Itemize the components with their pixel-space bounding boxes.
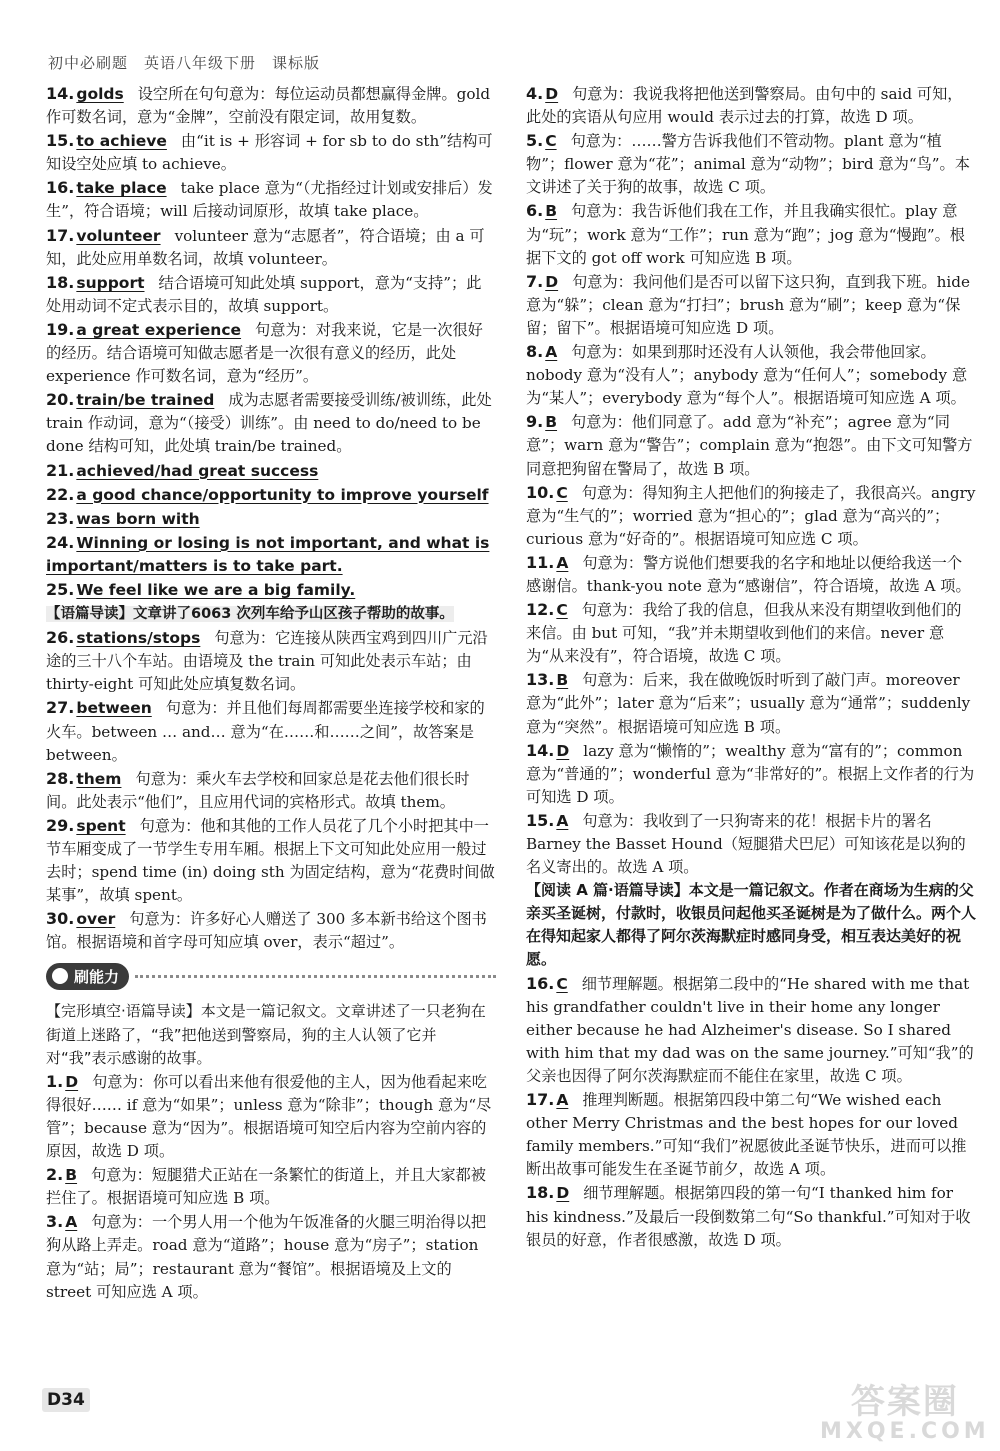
answer-entry <box>46 388 496 458</box>
item-number: 25. <box>46 579 75 599</box>
item-number: 2. <box>46 1165 64 1185</box>
item-number: 18. <box>46 272 75 292</box>
answer-entry <box>526 481 976 551</box>
item-number: 13. <box>526 670 555 690</box>
explanation-text: 句意为：得知狗主人把他们的狗接走了，我很高兴。angry 意为“生气的”；worried 意为“担心的”；glad 意为“高兴的”；curious 意为“好奇的”。根据语境可知应选 C 项。 <box>526 483 976 548</box>
explanation-text: 句意为：后来，我在做晚饭时听到了敲门声。moreover 意为“此外”；later 意为“后来”；usually 意为“通常”；suddenly 意为“突然”。根据语境可知应选 B 项。 <box>526 671 971 736</box>
explanation-text: 句意为：他们同意了。add 意为“补充”；agree 意为“同意”；warn 意为“警告”；complain 意为“抱怨”。由下文可知警方同意把狗留在警局了，故选 B 项。 <box>526 413 973 478</box>
answer-entry <box>526 270 976 340</box>
item-number: 5. <box>526 131 544 151</box>
answer-entry <box>46 696 496 766</box>
answer-list <box>526 82 976 879</box>
answer-key: A <box>65 1213 78 1232</box>
item-number: 12. <box>526 600 555 620</box>
answer-entry <box>46 507 496 531</box>
page-number: D34 <box>42 1388 90 1412</box>
answer-key: D <box>545 85 559 103</box>
watermark-text: 答案圈 <box>850 1382 959 1422</box>
explanation-text: 句意为：警方说他们想要我的名字和地址以便给我送一个感谢信。thank-you note 意为“感谢信”，符合语境，故选 A 项。 <box>526 553 971 595</box>
explanation-text: 句意为：我问他们是否可以留下这只狗，直到我下班。hide 意为“躲”；clean 意为“打扫”；brush 意为“刷”；keep 意为“保留；留下”。根据语境可知应选 D 项。 <box>526 272 970 337</box>
answer-entry <box>526 82 976 129</box>
answer-key: A <box>556 811 569 830</box>
answer-key: stations/stops <box>76 629 201 648</box>
answer-entry <box>46 483 496 507</box>
answer-entry <box>46 224 496 271</box>
answer-entry <box>46 271 496 318</box>
answer-entry <box>46 318 496 388</box>
answer-key: C <box>556 974 568 993</box>
answer-list <box>46 626 496 954</box>
answer-key: was born with <box>76 509 200 528</box>
item-number: 11. <box>526 552 555 572</box>
item-number: 6. <box>526 201 544 221</box>
answer-entry <box>46 578 496 602</box>
explanation-text: 句意为：你可以看出来他有很爱他的主人，因为他看起来吃得很好…… if 意为“如果”；unless 意为“除非”；though 意为“尽管”；because 意为“因为”。根据语境可知空后内容为空前内容的原因，故选 D 项。 <box>46 1072 492 1161</box>
answer-key: golds <box>76 85 124 103</box>
item-number: 8. <box>526 342 544 362</box>
item-number: 17. <box>46 225 75 245</box>
answer-key: D <box>545 272 559 291</box>
answer-entry <box>526 199 976 269</box>
answer-key: take place <box>76 179 167 198</box>
answer-entry <box>46 1163 496 1210</box>
answer-key: B <box>556 671 569 690</box>
pen-icon <box>52 968 68 984</box>
explanation-text: 句意为：我说我将把他送到警察局。由句中的 said 可知，此处的宾语从句应用 would 表示过去的打算，故选 D 项。 <box>526 85 963 127</box>
answer-key: between <box>76 699 152 718</box>
ability-banner <box>46 956 496 996</box>
answer-key: support <box>76 273 145 292</box>
reading-guide: 【阅读 A 篇·语篇导读】本文是一篇记叙文。作者在商场为生病的父亲买圣诞树，付款时，收银员问起他买圣诞树是为了做什么。两个人在得知起家人都得了阿尔茨海默症时感同身受，相互表达美好的祝愿。 <box>526 881 977 969</box>
answer-entry <box>46 907 496 954</box>
item-number: 19. <box>46 319 75 339</box>
watermark-url: MXQE.COM <box>820 1419 990 1444</box>
answer-key: a good chance/opportunity to improve yourself <box>76 485 489 504</box>
item-number: 1. <box>46 1071 64 1091</box>
item-number: 9. <box>526 412 544 432</box>
item-number: 15. <box>526 810 555 830</box>
right-column <box>526 82 976 1252</box>
item-number: 18. <box>526 1183 555 1203</box>
answer-list <box>526 972 976 1252</box>
item-number: 30. <box>46 909 75 929</box>
answer-key: spent <box>76 816 126 835</box>
answer-entry <box>46 814 496 907</box>
explanation-text: 句意为：……警方告诉我他们不管动物。plant 意为“植物”；flower 意为“花”；animal 意为“动物”；bird 意为“鸟”。本文讲述了关于狗的故事，故选 C 项。 <box>526 132 970 197</box>
item-number: 21. <box>46 460 75 480</box>
answer-entry <box>526 340 976 410</box>
answer-entry <box>526 1181 976 1251</box>
answer-entry <box>526 809 976 879</box>
item-number: 10. <box>526 482 555 502</box>
item-number: 22. <box>46 484 75 504</box>
ability-badge <box>46 963 129 990</box>
item-number: 24. <box>46 532 75 552</box>
explanation-text: 句意为：乘火车去学校和回家总是花去他们很长时间。此处表示“他们”，且应用代词的宾格形式。故填 them。 <box>46 769 470 811</box>
answer-list <box>46 82 496 602</box>
dotted-divider <box>135 975 496 978</box>
explanation-text: 句意为：我给了我的信息，但我从来没有期望收到他们的来信。由 but 可知，“我”并未期望收到他们的来信。never 意为“从来没有”，符合语境，故选 C 项。 <box>526 601 962 666</box>
watermark-logo <box>820 1382 990 1444</box>
explanation-text: 细节理解题。根据第四段的第一句“I thanked him for his kindness.”及最后一段倒数第二句“So thankful.”可知对于收银员的好意，作者很感激，故选 D 项。 <box>526 1184 971 1249</box>
answer-entry <box>46 82 496 129</box>
answer-entry <box>46 1070 496 1163</box>
explanation-text: 设空所在句句意为：每位运动员都想赢得金牌。gold 作可数名词，意为“金牌”，空前没有限定词，故用复数。 <box>46 85 491 127</box>
explanation-text: 句意为：他和其他的工作人员花了几个小时把其中一节车厢变成了一节学生专用车厢。根据上下文可知此处应用一般过去时；spend time (in) doing sth 为固定结构，意为“花费时间做某事”，故填 spent。 <box>46 816 495 905</box>
answer-key: over <box>76 910 116 929</box>
item-number: 27. <box>46 698 75 718</box>
answer-key: them <box>76 769 122 788</box>
answer-entry <box>46 176 496 223</box>
answer-key: a great experience <box>76 320 242 339</box>
explanation-text: 句意为：它连接从陕西宝鸡到四川广元沿途的三十八个车站。由语境及 the train 可知此处表示车站；由 thirty-eight 可知此处应填复数名词。 <box>46 629 488 694</box>
answer-key: C <box>556 483 568 502</box>
answer-key: to achieve <box>76 132 167 151</box>
item-number: 17. <box>526 1090 555 1110</box>
answer-key: D <box>65 1072 79 1091</box>
item-number: 14. <box>46 84 75 103</box>
answer-entry <box>46 531 496 578</box>
page-header: 初中必刷题 英语八年级下册 课标版 <box>48 54 321 72</box>
explanation-text: 推理判断题。根据第四段中第二句“We wished each other Merry Christmas and the best hopes for our loved family members.”可知“我们”祝愿彼此圣诞节快乐，进而可以推断出故事可能发生在圣诞节前夕，故选 A 项。 <box>526 1091 967 1179</box>
answer-entry <box>526 410 976 480</box>
answer-key: Winning or losing is not important, and what is important/matters is to take part. <box>46 533 490 575</box>
item-number: 28. <box>46 768 75 788</box>
guide-text: 【语篇导读】文章讲了6063 次列车给予山区孩子帮助的故事。 <box>46 606 454 623</box>
answer-key: A <box>556 1091 569 1110</box>
answer-entry <box>46 129 496 176</box>
explanation-text: 由“it is + 形容词 + for sb to do sth”结构可知设空处应填 to achieve。 <box>46 132 493 174</box>
answer-entry <box>46 459 496 483</box>
answer-entry <box>526 551 976 598</box>
answer-key: B <box>545 413 558 432</box>
answer-key: D <box>556 741 570 760</box>
explanation-text: 句意为：如果到那时还没有人认领他，我会带他回家。nobody 意为“没有人”；anybody 意为“任何人”；somebody 意为“某人”；everybody 意为“每个人”。根据语境可知应选 A 项。 <box>526 343 968 408</box>
item-number: 23. <box>46 508 75 528</box>
item-number: 29. <box>46 815 75 835</box>
answer-key: volunteer <box>76 226 161 245</box>
item-number: 16. <box>46 178 75 198</box>
explanation-text: 细节理解题。根据第二段中的“He shared with me that his grandfather couldn't live in their home any longer either because he had Alzheimer's disease. So I shared with him that my dad was on the same journey.”可知“我”的父亲也因得了阿尔茨海默症而不能住在家里，故选 C 项。 <box>526 974 974 1085</box>
ability-label: 刷能力 <box>74 967 120 986</box>
answer-key: We feel like we are a big family. <box>76 580 356 599</box>
left-column <box>46 82 496 1304</box>
explanation-text: volunteer 意为“志愿者”，符合语境；由 a 可知，此处应用单数名词，故填 volunteer。 <box>46 226 485 268</box>
answer-entry <box>526 129 976 199</box>
answer-key: D <box>556 1184 570 1203</box>
answer-key: A <box>545 343 558 362</box>
explanation-text: 句意为：对我来说，它是一次很好的经历。结合语境可知做志愿者是一次很有意义的经历，此处 experience 作可数名词，意为“经历”。 <box>46 320 483 386</box>
answer-key: B <box>545 202 558 221</box>
answer-key: A <box>556 553 569 572</box>
answer-entry <box>46 1210 496 1303</box>
answer-entry <box>526 972 976 1088</box>
explanation-text: 句意为：许多好心人赠送了 300 多本新书给这个图书馆。根据语境和首字母可知应填 over，表示“超过”。 <box>46 910 487 952</box>
answer-key: B <box>65 1166 78 1185</box>
answer-entry <box>526 739 976 809</box>
explanation-text: 句意为：一个男人用一个他为午饭准备的火腿三明治得以把狗从路上弄走。road 意为“道路”；house 意为“房子”；station 意为“站；局”；restaurant 意为“餐馆”。根据语境及上文的 street 可知应选 A 项。 <box>46 1213 487 1301</box>
item-number: 15. <box>46 131 75 151</box>
explanation-text: 句意为：并且他们每周都需要坐连接学校和家的火车。between … and… 意为“在……和……之间”，故答案是 between。 <box>46 699 485 764</box>
answer-list <box>46 1070 496 1304</box>
answer-key: C <box>545 132 557 151</box>
answer-key: C <box>556 601 568 620</box>
explanation-text: 句意为：我告诉他们我在工作，并且我确实很忙。play 意为“玩”；work 意为“工作”；run 意为“跑”；jog 意为“慢跑”。根据下文的 got off work 可知应选 B 项。 <box>526 202 965 267</box>
item-number: 26. <box>46 628 75 648</box>
answer-entry <box>526 1088 976 1181</box>
cloze-guide: 【完形填空·语篇导读】本文是一篇记叙文。文章讲述了一只老狗在街道上迷路了，“我”把他送到警察局，狗的主人认领了它并对“我”表示感谢的故事。 <box>46 1002 486 1067</box>
item-number: 16. <box>526 973 555 993</box>
explanation-text: 句意为：短腿猎犬正站在一条繁忙的街道上，并且大家都被拦住了。根据语境可知应选 B 项。 <box>46 1166 486 1208</box>
explanation-text: 结合语境可知此处填 support，意为“支持”；此处用动词不定式表示目的，故填 support。 <box>46 273 482 315</box>
answer-entry <box>46 767 496 814</box>
explanation-text: take place 意为“（尤指经过计划或安排后）发生”，符合语境；will 后接动词原形，故填 take place。 <box>46 179 493 221</box>
explanation-text: 成为志愿者需要接受训练/被训练，此处 train 作动词，意为“（接受）训练”。由 need to do/need to be done 结构可知，此处填 train/be trained。 <box>46 391 492 456</box>
explanation-text: 句意为：我收到了一只狗寄来的花！根据卡片的署名 Barney the Basset Hound（短腿猎犬巴尼）可知该花是以狗的名义寄出的。故选 A 项。 <box>526 811 966 877</box>
answer-entry <box>526 598 976 668</box>
item-number: 3. <box>46 1212 64 1232</box>
item-number: 14. <box>526 740 555 760</box>
answer-entry <box>526 668 976 738</box>
answer-key: train/be trained <box>76 391 215 410</box>
answer-entry <box>46 626 496 696</box>
item-number: 4. <box>526 84 544 103</box>
item-number: 20. <box>46 390 75 410</box>
explanation-text: lazy 意为“懒惰的”；wealthy 意为“富有的”；common 意为“普通的”；wonderful 意为“非常好的”。根据上文作者的行为可知选 D 项。 <box>526 741 975 806</box>
item-number: 7. <box>526 271 544 291</box>
answer-key: achieved/had great success <box>76 461 319 480</box>
passage-guide <box>46 602 496 626</box>
